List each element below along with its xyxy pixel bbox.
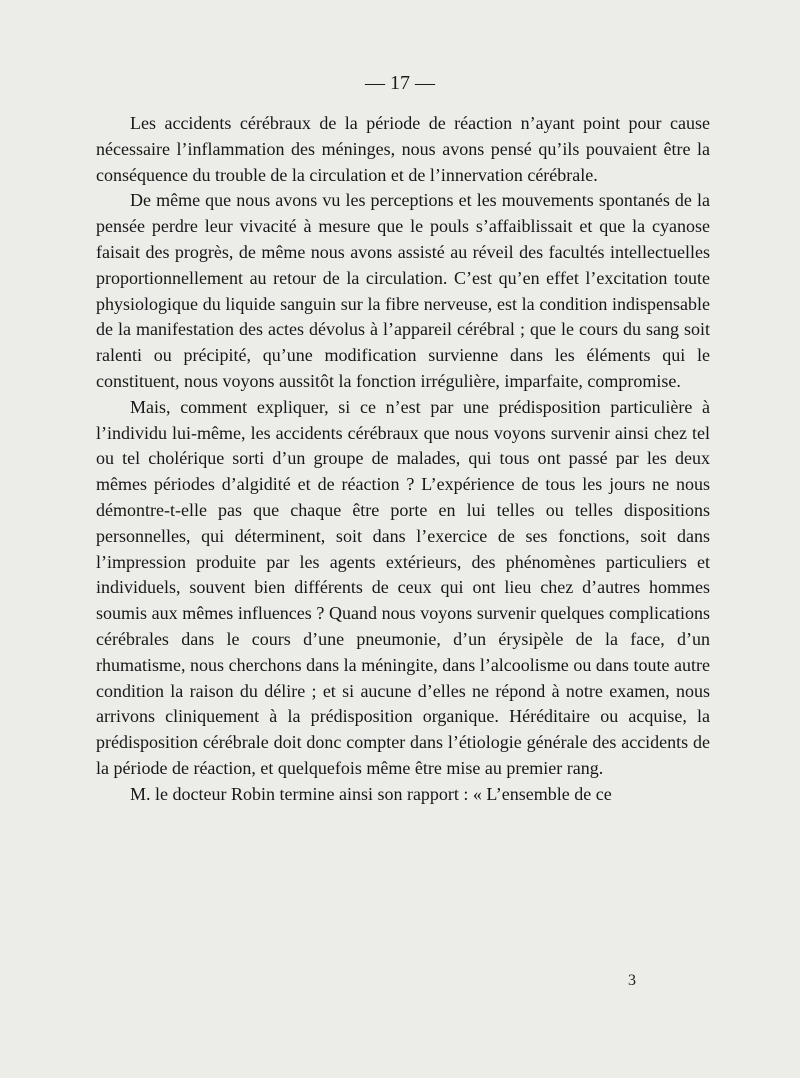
paragraph-4: M. le docteur Robin termine ainsi son rapport : « L’ensemble de ce [130, 783, 612, 804]
body-text [96, 111, 710, 808]
page-number: — 17 — [365, 72, 435, 94]
paragraph-3: Mais, comment expliquer, si ce n’est par une prédisposition particulière à l’individu lui-même, les accidents cérébraux que nous voyons survenir ainsi chez tel ou tel cholérique sorti d’un groupe de malades, qui tous ont passé par les deux mêmes périodes d’algidité et de réaction ? L’expérience de tous les jours ne nous démontre-t-elle pas que chaque être porte en lui telles ou telles dispositions personnelles, qui déterminent, soit dans l’exercice de ses fonctions, soit dans l’impression produite par les agents extérieurs, des phénomènes particuliers et individuels, souvent bien différents de ceux qui ont lieu chez d’autres hommes soumis aux mêmes influences ? Quand nous voyons survenir quelques complications cérébrales dans le cours d’une pneumonie, d’un érysipèle de la face, d’un rhumatisme, nous cherchons dans la méningite, dans l’alcoolisme ou dans toute autre condition la raison du délire ; et si aucune d’elles ne répond à notre examen, nous arrivons cliniquement à la prédisposition organique. Héréditaire ou acquise, la prédisposition cérébrale doit donc compter dans l’étiologie générale des accidents de la période de réaction, et quelquefois même être mise au premier rang. [96, 396, 710, 778]
paragraph-2: De même que nous avons vu les perceptions et les mouvements spontanés de la pensée perdre leur vivacité à mesure que le pouls s’affaiblissait et que la cyanose faisait des progrès, de même nous avons assisté au réveil des facultés intellectuelles proportionnellement au retour de la circulation. C’est qu’en effet l’excitation toute physiologique du liquide sanguin sur la fibre nerveuse, est la condition indispensable de la manifestation des actes dévolus à l’appareil cérébral ; que le cours du sang soit ralenti ou précipité, qu’une modification survienne dans les éléments qui le constituent, nous voyons aussitôt la fonction irrégulière, imparfaite, compromise. [96, 190, 710, 391]
signature-mark: 3 [628, 972, 636, 989]
paragraph-1: Les accidents cérébraux de la période de réaction n’ayant point pour cause nécessaire l’inflammation des méninges, nous avons pensé qu’ils pouvaient être la conséquence du trouble de la circulation et de l’innervation cérébrale. [96, 113, 710, 185]
